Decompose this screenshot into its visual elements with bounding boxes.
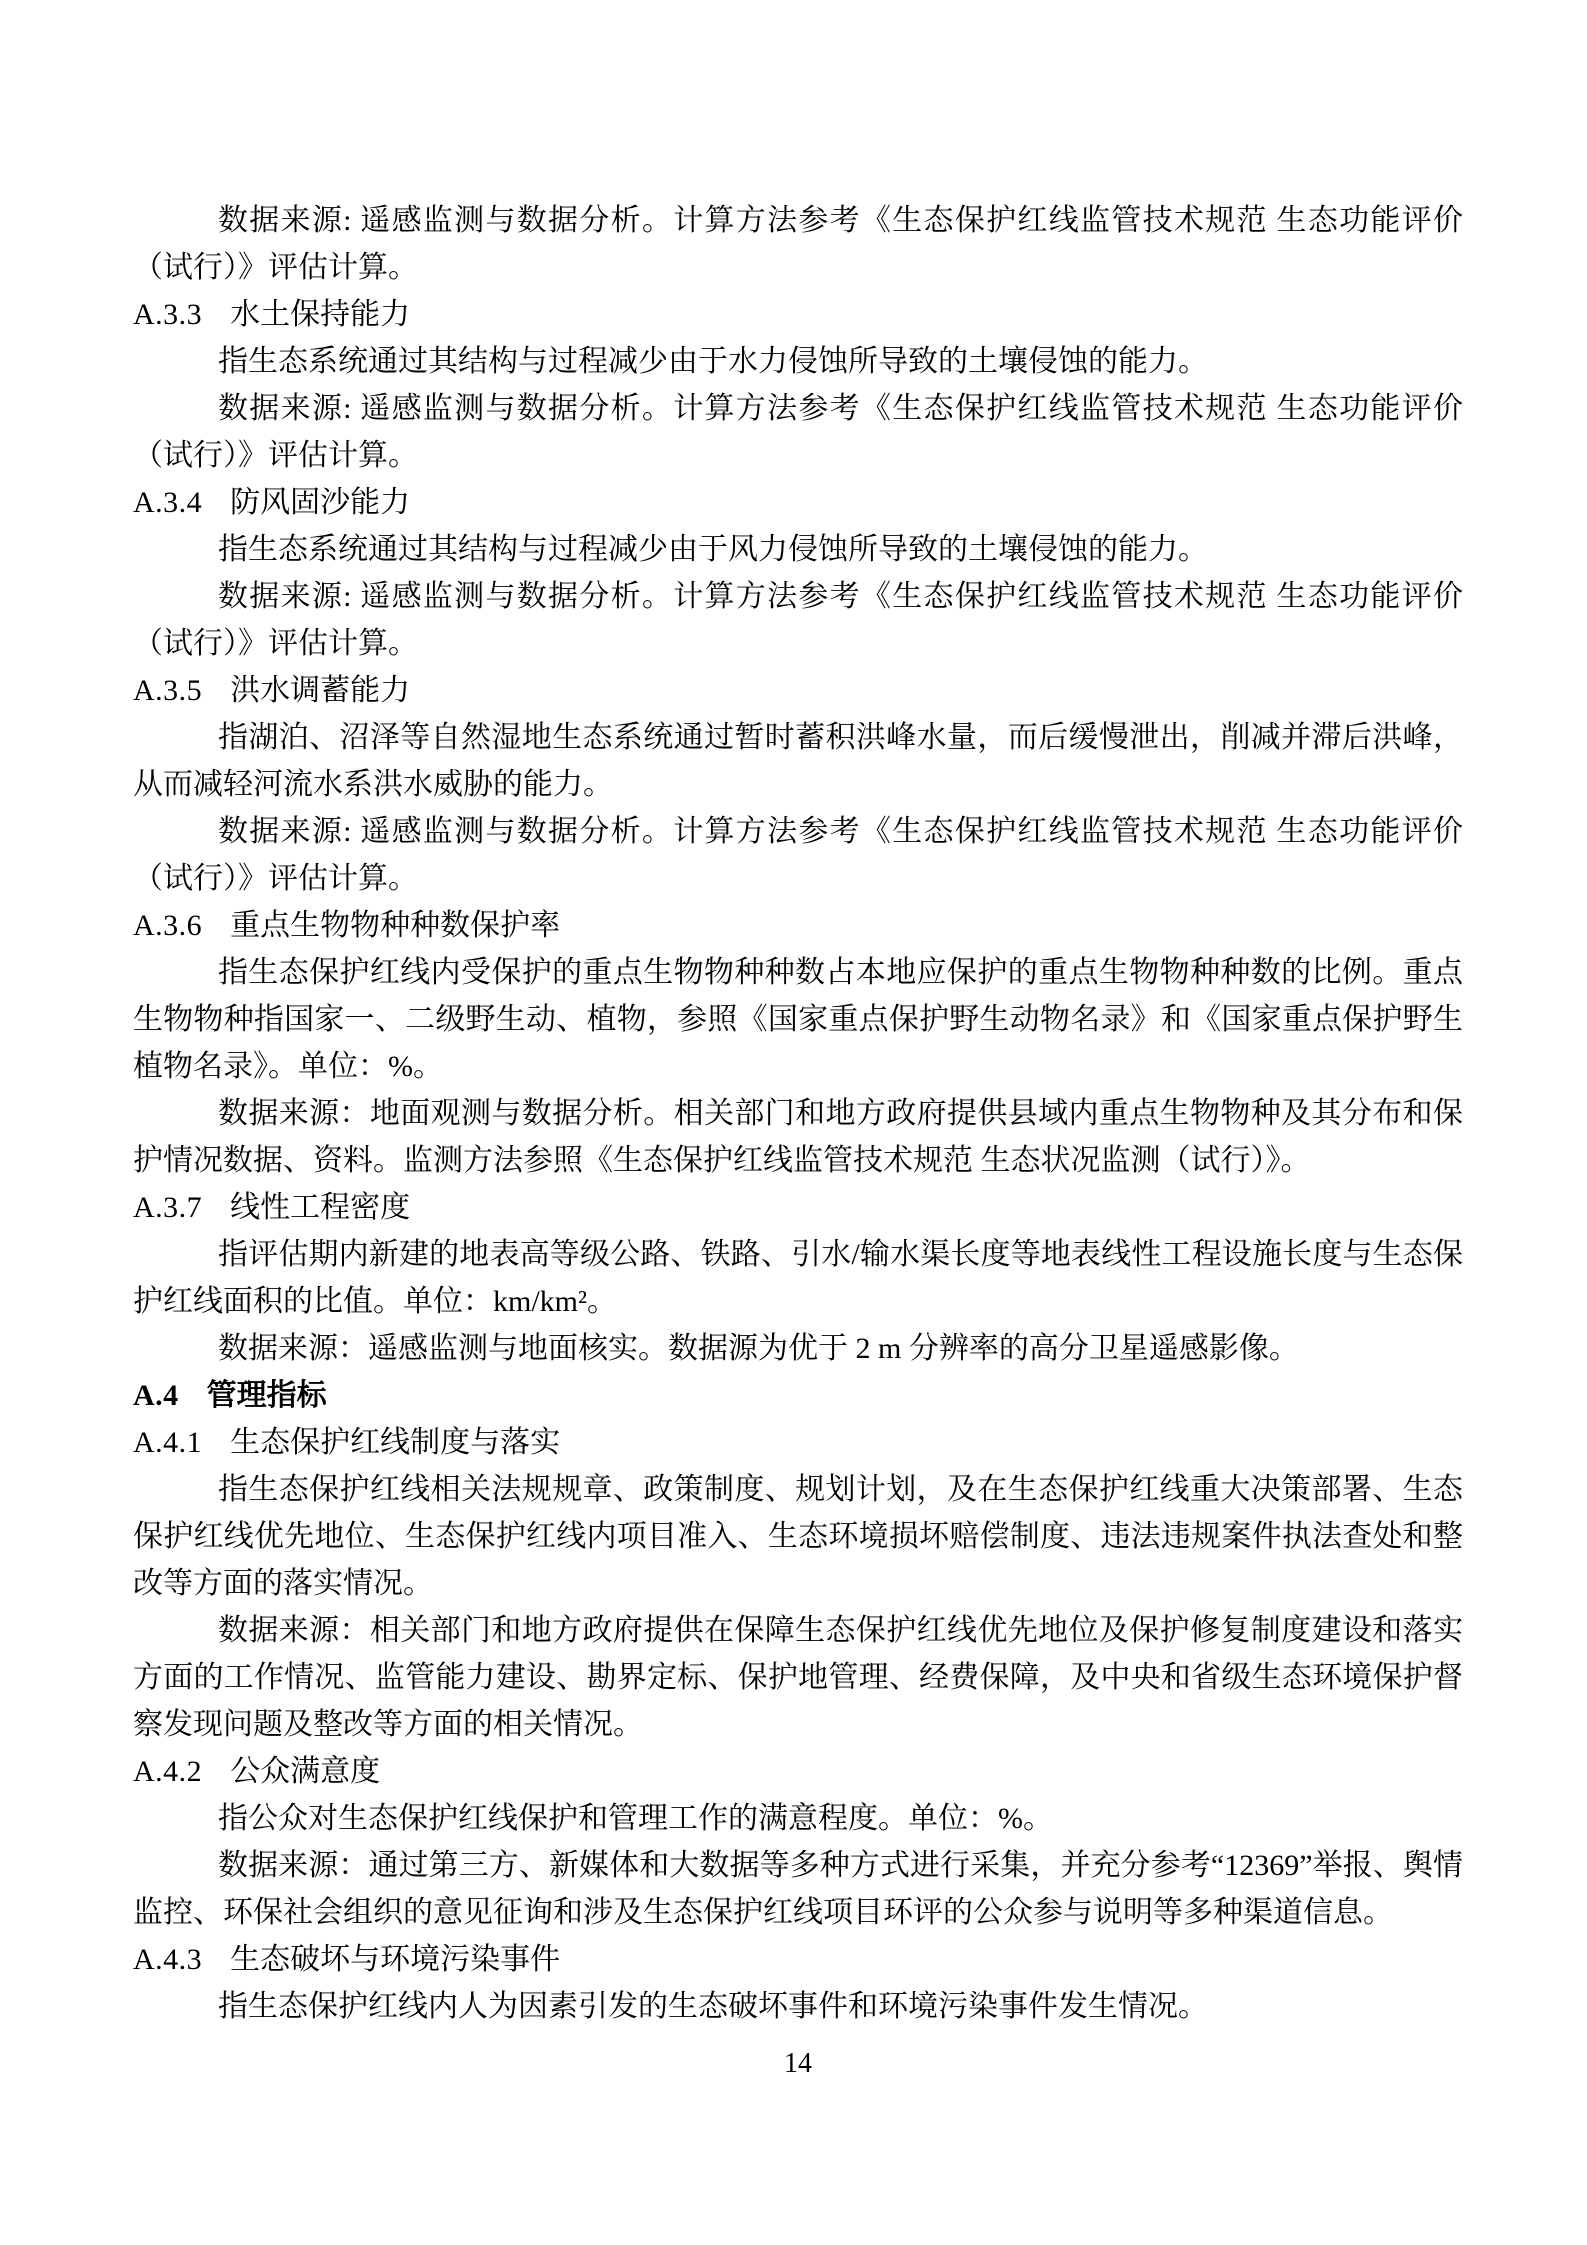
clause-heading bbox=[133, 667, 1463, 714]
clause-title: 线性工程密度 bbox=[230, 1191, 411, 1224]
clause-title: 生态破坏与环境污染事件 bbox=[230, 1943, 561, 1976]
paragraph: 指湖泊、沼泽等自然湿地生态系统通过暂时蓄积洪峰水量，而后缓慢泄出，削减并滞后洪峰，从而减轻河流水系洪水威胁的能力。 bbox=[133, 721, 1463, 801]
clause-heading bbox=[133, 479, 1463, 526]
clause-number: A.4.3 bbox=[133, 1943, 203, 1976]
clause-number: A.3.6 bbox=[133, 909, 203, 942]
clause-title: 洪水调蓄能力 bbox=[230, 674, 411, 707]
paragraph: 数据来源：遥感监测与地面核实。数据源为优于 2 m 分辨率的高分卫星遥感影像。 bbox=[218, 1332, 1299, 1365]
page-number: 14 bbox=[784, 2048, 812, 2079]
paragraph: 数据来源: 遥感监测与数据分析。计算方法参考《生态保护红线监管技术规范 生态功能评价（试行）》评估计算。 bbox=[133, 815, 1463, 895]
clause-title: 生态保护红线制度与落实 bbox=[230, 1426, 561, 1459]
paragraph: 指评估期内新建的地表高等级公路、铁路、引水/输水渠长度等地表线性工程设施长度与生态保护红线面积的比值。单位：km/km²。 bbox=[133, 1238, 1463, 1318]
section-heading bbox=[133, 1372, 1463, 1419]
clause-title: 公众满意度 bbox=[230, 1755, 381, 1788]
paragraph: 指生态系统通过其结构与过程减少由于风力侵蚀所导致的土壤侵蚀的能力。 bbox=[218, 533, 1208, 566]
paragraph: 数据来源: 遥感监测与数据分析。计算方法参考《生态保护红线监管技术规范 生态功能评价（试行）》评估计算。 bbox=[133, 392, 1463, 472]
clause-heading bbox=[133, 1748, 1463, 1795]
paragraph: 指公众对生态保护红线保护和管理工作的满意程度。单位：%。 bbox=[218, 1802, 1053, 1835]
paragraph: 指生态保护红线相关法规规章、政策制度、规划计划，及在生态保护红线重大决策部署、生态保护红线优先地位、生态保护红线内项目准入、生态环境损坏赔偿制度、违法违规案件执法查处和整改等方面的落实情况。 bbox=[133, 1473, 1463, 1600]
clause-heading bbox=[133, 291, 1463, 338]
paragraph: 指生态保护红线内人为因素引发的生态破坏事件和环境污染事件发生情况。 bbox=[218, 1990, 1208, 2023]
clause-heading bbox=[133, 902, 1463, 949]
clause-title: 管理指标 bbox=[206, 1379, 327, 1412]
clause-number: A.3.4 bbox=[133, 486, 203, 519]
paragraph: 数据来源：通过第三方、新媒体和大数据等多种方式进行采集，并充分参考“12369”举报、舆情监控、环保社会组织的意见征询和涉及生态保护红线项目环评的公众参与说明等多种渠道信息。 bbox=[133, 1849, 1463, 1929]
clause-number: A.4 bbox=[133, 1379, 179, 1412]
clause-number: A.3.5 bbox=[133, 674, 203, 707]
paragraph: 数据来源: 遥感监测与数据分析。计算方法参考《生态保护红线监管技术规范 生态功能评价（试行）》评估计算。 bbox=[133, 204, 1463, 284]
clause-title: 水土保持能力 bbox=[230, 298, 411, 331]
clause-title: 重点生物物种种数保护率 bbox=[230, 909, 561, 942]
clause-title: 防风固沙能力 bbox=[230, 486, 411, 519]
clause-number: A.3.7 bbox=[133, 1191, 203, 1224]
paragraph: 数据来源：相关部门和地方政府提供在保障生态保护红线优先地位及保护修复制度建设和落实方面的工作情况、监管能力建设、勘界定标、保护地管理、经费保障，及中央和省级生态环境保护督察发现问题及整改等方面的相关情况。 bbox=[133, 1614, 1463, 1741]
paragraph: 数据来源：地面观测与数据分析。相关部门和地方政府提供县域内重点生物物种及其分布和保护情况数据、资料。监测方法参照《生态保护红线监管技术规范 生态状况监测（试行）》。 bbox=[133, 1097, 1463, 1177]
paragraph: 指生态系统通过其结构与过程减少由于水力侵蚀所导致的土壤侵蚀的能力。 bbox=[218, 345, 1208, 378]
clause-heading bbox=[133, 1419, 1463, 1466]
clause-heading bbox=[133, 1184, 1463, 1231]
clause-number: A.4.1 bbox=[133, 1426, 203, 1459]
clause-number: A.3.3 bbox=[133, 298, 203, 331]
document-body bbox=[133, 197, 1463, 2030]
clause-number: A.4.2 bbox=[133, 1755, 203, 1788]
paragraph: 数据来源: 遥感监测与数据分析。计算方法参考《生态保护红线监管技术规范 生态功能评价（试行）》评估计算。 bbox=[133, 580, 1463, 660]
paragraph: 指生态保护红线内受保护的重点生物物种种数占本地应保护的重点生物物种种数的比例。重点生物物种指国家一、二级野生动、植物，参照《国家重点保护野生动物名录》和《国家重点保护野生植物名录》。单位：%。 bbox=[133, 956, 1463, 1083]
clause-heading bbox=[133, 1936, 1463, 1983]
